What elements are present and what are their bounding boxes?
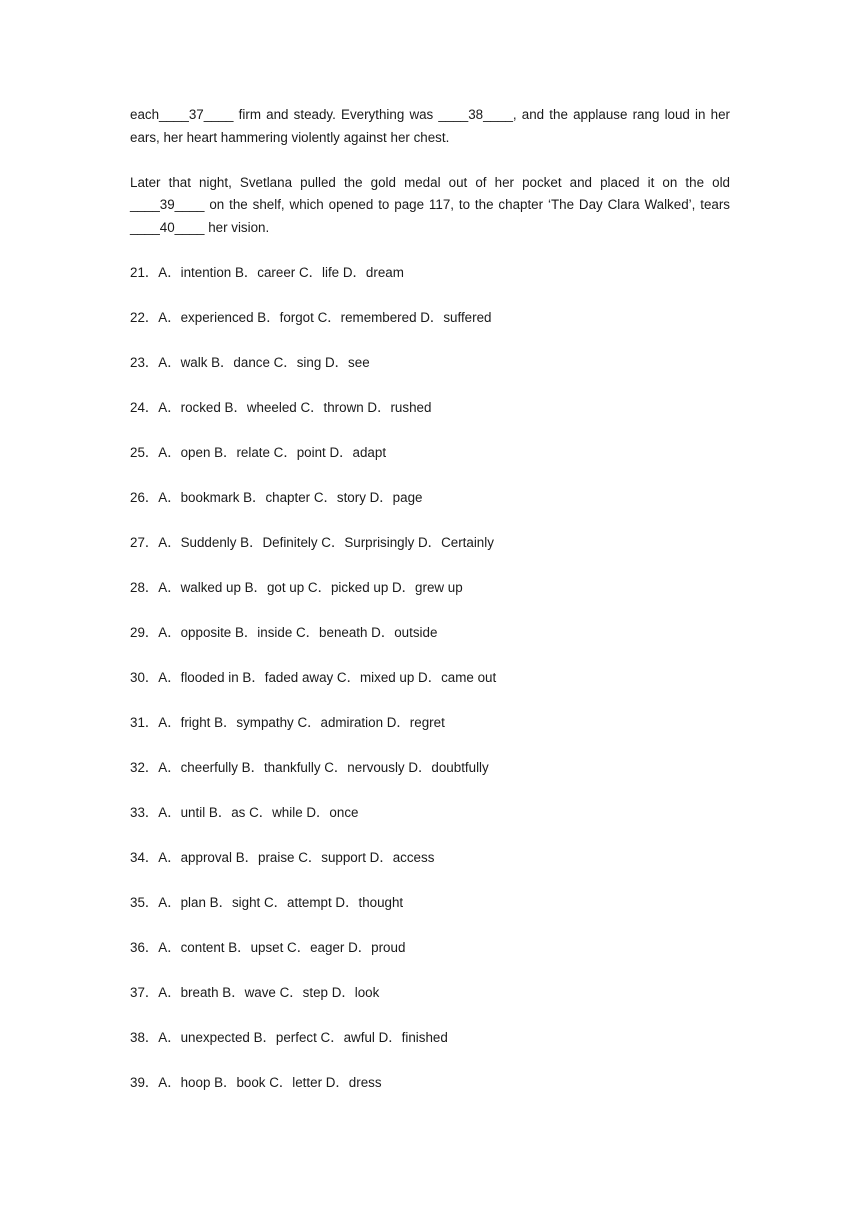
question-33: 33．A．until B．as C．while D．once bbox=[130, 804, 359, 820]
question-26: 26．A．bookmark B．chapter C．story D．page bbox=[130, 489, 423, 505]
question-23: 23．A．walk B．dance C．sing D．see bbox=[130, 354, 370, 370]
question-21: 21．A．intention B．career C．life D．dream bbox=[130, 264, 404, 280]
question-34: 34．A．approval B．praise C．support D．access bbox=[130, 849, 435, 865]
passage-paragraph-1: each____37____ firm and steady. Everything was ____38____, and the applause rang loud in her ears, her heart hammering violently against her chest. bbox=[130, 107, 730, 145]
question-35: 35．A．plan B．sight C．attempt D．thought bbox=[130, 894, 404, 910]
question-list bbox=[130, 262, 730, 1117]
question-22: 22．A．experienced B．forgot C．remembered D．suffered bbox=[130, 309, 492, 325]
question-39: 39．A．hoop B．book C．letter D．dress bbox=[130, 1074, 382, 1090]
question-24: 24．A．rocked B．wheeled C．thrown D．rushed bbox=[130, 399, 432, 415]
question-38: 38．A．unexpected B．perfect C．awful D．finished bbox=[130, 1029, 448, 1045]
question-29: 29．A．opposite B．inside C．beneath D．outside bbox=[130, 624, 438, 640]
question-36: 36．A．content B．upset C．eager D．proud bbox=[130, 939, 406, 955]
question-28: 28．A．walked up B．got up C．picked up D．grew up bbox=[130, 579, 463, 595]
question-30: 30．A．flooded in B．faded away C．mixed up D．came out bbox=[130, 669, 497, 685]
question-37: 37．A．breath B．wave C．step D．look bbox=[130, 984, 380, 1000]
question-27: 27．A．Suddenly B．Definitely C．Surprisingly D．Certainly bbox=[130, 534, 494, 550]
question-32: 32．A．cheerfully B．thankfully C．nervously D．doubtfully bbox=[130, 759, 489, 775]
document-page bbox=[130, 104, 730, 1117]
question-25: 25．A．open B．relate C．point D．adapt bbox=[130, 444, 387, 460]
passage bbox=[130, 104, 730, 239]
passage-paragraph-2: Later that night, Svetlana pulled the gold medal out of her pocket and placed it on the old ____39____ on the shelf, which opened to page 117, to the chapter ‘The Day Clara Walked’, tears ____40____ her vision. bbox=[130, 174, 730, 235]
question-31: 31．A．fright B．sympathy C．admiration D．regret bbox=[130, 714, 445, 730]
